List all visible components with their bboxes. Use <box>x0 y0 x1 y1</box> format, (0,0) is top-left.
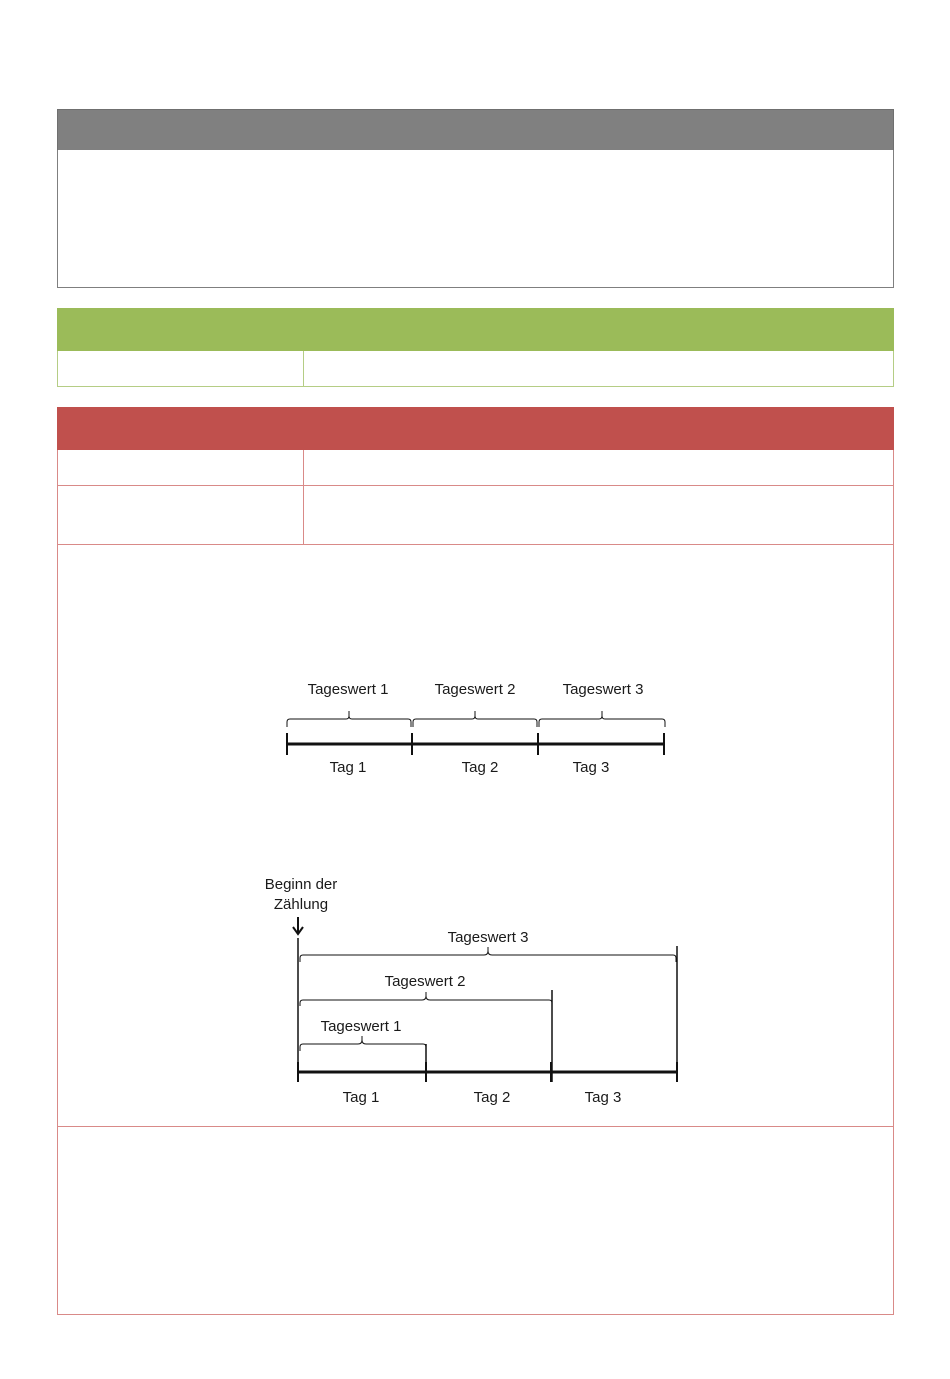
bottom-bracket-3 <box>300 947 676 962</box>
bottom-bracket-1 <box>300 1036 426 1051</box>
bottom-day-label-3: Tag 3 <box>584 1089 622 1106</box>
top-day-label-3: Tag 3 <box>572 759 610 776</box>
start-label-line-1: Beginn der <box>264 876 338 893</box>
start-arrow-icon <box>293 917 303 934</box>
bottom-value-label-1: Tageswert 1 <box>320 1018 402 1035</box>
bottom-value-label-3: Tageswert 3 <box>447 929 529 946</box>
bottom-value-label-2: Tageswert 2 <box>384 973 466 990</box>
top-brace-2 <box>413 711 537 727</box>
diagram-per-day <box>286 681 665 776</box>
start-label-line-2: Zählung <box>273 896 329 913</box>
top-value-label-3: Tageswert 3 <box>562 681 644 698</box>
top-brace-1 <box>287 711 411 727</box>
diagram-cumulative <box>265 876 678 1106</box>
top-day-label-2: Tag 2 <box>461 759 499 776</box>
top-brace-3 <box>539 711 665 727</box>
bottom-day-label-2: Tag 2 <box>473 1089 511 1106</box>
bottom-day-label-1: Tag 1 <box>342 1089 380 1106</box>
top-value-label-1: Tageswert 1 <box>307 681 389 698</box>
top-day-label-1: Tag 1 <box>329 759 367 776</box>
bottom-bracket-2 <box>300 992 552 1006</box>
top-value-label-2: Tageswert 2 <box>434 681 516 698</box>
